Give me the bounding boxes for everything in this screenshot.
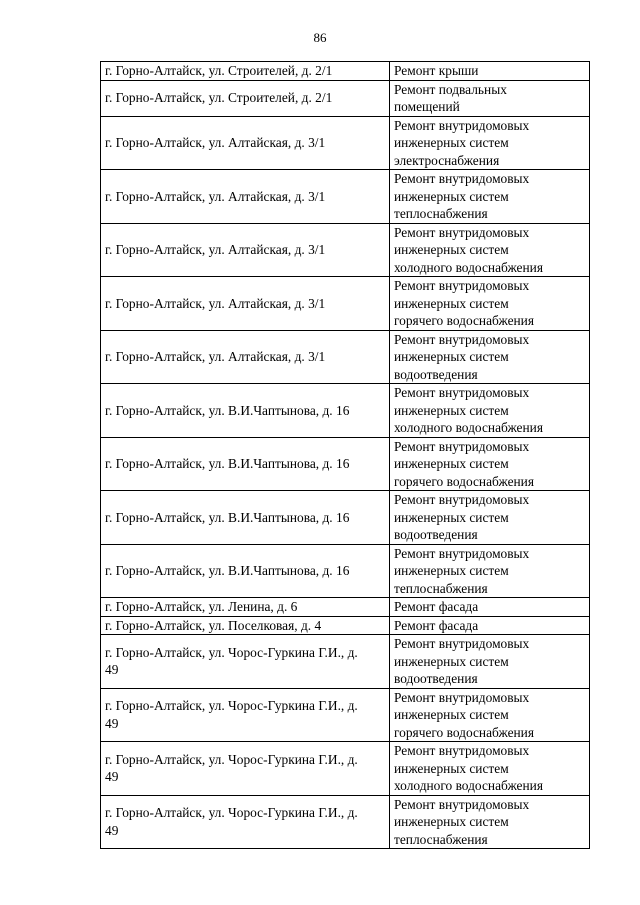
work-line: инженерных систем (394, 456, 509, 471)
work-line: Ремонт фасада (394, 617, 479, 633)
address-text: г. Горно-Алтайск, ул. Алтайская, д. 3/1 (105, 295, 326, 311)
address-cell (101, 544, 390, 598)
address-cell (101, 116, 390, 170)
table-row (101, 742, 590, 796)
work-cell (390, 223, 590, 277)
address-cell (101, 277, 390, 331)
work-cell (390, 598, 590, 617)
work-line: Ремонт внутридомовых (394, 796, 530, 812)
table-row (101, 223, 590, 277)
work-line: Ремонт подвальных (394, 81, 507, 97)
work-line: инженерных систем (394, 509, 509, 525)
work-line: электроснабжения (394, 152, 500, 168)
work-line: Ремонт внутридомовых (394, 438, 530, 454)
work-line: водоотведения (394, 366, 478, 382)
address-text: г. Горно-Алтайск, ул. Чорос-Гуркина Г.И., д. 49 (105, 644, 358, 678)
work-line: горячего водоснабжения (394, 313, 535, 328)
address-text: г. Горно-Алтайск, ул. Алтайская, д. 3/1 (105, 349, 326, 364)
address-text: г. Горно-Алтайск, ул. Алтайская, д. 3/1 (105, 242, 326, 257)
work-line: Ремонт внутридомовых (394, 171, 530, 186)
work-line: горячего водоснабжения (394, 473, 535, 489)
work-line: Ремонт крыши (394, 63, 479, 78)
work-line: водоотведения (394, 671, 478, 686)
work-line: теплоснабжения (394, 580, 488, 596)
address-text: г. Горно-Алтайск, ул. В.И.Чаптынова, д. 16 (105, 509, 350, 525)
work-line: холодного водоснабжения (394, 259, 543, 275)
work-cell (390, 170, 590, 224)
work-cell (390, 635, 590, 689)
work-line: инженерных систем (394, 814, 509, 829)
work-line: инженерных систем (394, 707, 509, 722)
work-line: теплоснабжения (394, 206, 488, 221)
work-line: инженерных систем (394, 349, 509, 364)
address-text: г. Горно-Алтайск, ул. Чорос-Гуркина Г.И., д. 49 (105, 698, 358, 731)
work-cell (390, 80, 590, 116)
table-row (101, 688, 590, 742)
address-cell (101, 170, 390, 224)
work-line: Ремонт внутридомовых (394, 743, 530, 758)
work-line: Ремонт фасада (394, 599, 479, 614)
work-line: Ремонт внутридомовых (394, 278, 530, 293)
work-cell (390, 616, 590, 635)
address-cell (101, 437, 390, 491)
address-text: г. Горно-Алтайск, ул. В.И.Чаптынова, д. 16 (105, 402, 350, 418)
address-cell (101, 616, 390, 635)
work-line: Ремонт внутридомовых (394, 545, 530, 561)
work-line: горячего водоснабжения (394, 724, 535, 740)
address-text: г. Горно-Алтайск, ул. Алтайская, д. 3/1 (105, 188, 326, 204)
table-row (101, 598, 590, 617)
work-line: Ремонт внутридомовых (394, 224, 530, 240)
work-line: инженерных систем (394, 242, 509, 257)
work-line: холодного водоснабжения (394, 420, 543, 435)
address-cell (101, 795, 390, 849)
address-text: г. Горно-Алтайск, ул. Строителей, д. 2/1 (105, 63, 333, 78)
work-cell (390, 277, 590, 331)
table-row (101, 635, 590, 689)
work-line: Ремонт внутридомовых (394, 331, 530, 347)
work-cell (390, 544, 590, 598)
address-cell (101, 688, 390, 742)
table-row (101, 277, 590, 331)
table-row (101, 384, 590, 438)
address-text: г. Горно-Алтайск, ул. Поселковая, д. 4 (105, 617, 322, 633)
work-cell (390, 688, 590, 742)
work-line: Ремонт внутридомовых (394, 636, 530, 651)
address-cell (101, 491, 390, 545)
address-text: г. Горно-Алтайск, ул. Алтайская, д. 3/1 (105, 135, 326, 150)
address-cell (101, 223, 390, 277)
address-text: г. Горно-Алтайск, ул. Чорос-Гуркина Г.И., д. 49 (105, 805, 358, 838)
address-text: г. Горно-Алтайск, ул. В.И.Чаптынова, д. 16 (105, 456, 350, 471)
work-line: холодного водоснабжения (394, 778, 543, 793)
table-row (101, 795, 590, 849)
table-row (101, 116, 590, 170)
table-row (101, 330, 590, 384)
table-row (101, 62, 590, 81)
address-cell (101, 80, 390, 116)
work-cell (390, 62, 590, 81)
page-number: 86 (313, 30, 327, 45)
work-cell (390, 116, 590, 170)
address-text: г. Горно-Алтайск, ул. Ленина, д. 6 (105, 599, 298, 614)
work-cell (390, 330, 590, 384)
table-row (101, 491, 590, 545)
work-cell (390, 742, 590, 796)
work-line: инженерных систем (394, 135, 509, 150)
work-line: Ремонт внутридомовых (394, 492, 530, 507)
table-row (101, 80, 590, 116)
work-cell (390, 437, 590, 491)
address-cell (101, 742, 390, 796)
address-cell (101, 330, 390, 384)
address-text: г. Горно-Алтайск, ул. Чорос-Гуркина Г.И., д. 49 (105, 751, 358, 785)
works-table (100, 61, 590, 849)
work-line: инженерных систем (394, 760, 509, 776)
address-text: г. Горно-Алтайск, ул. В.И.Чаптынова, д. 16 (105, 563, 350, 578)
work-line: Ремонт внутридомовых (394, 689, 530, 705)
address-cell (101, 62, 390, 81)
table-row (101, 437, 590, 491)
work-cell (390, 795, 590, 849)
work-line: инженерных систем (394, 563, 509, 578)
table-row (101, 170, 590, 224)
work-line: теплоснабжения (394, 831, 488, 847)
address-cell (101, 635, 390, 689)
work-line: инженерных систем (394, 653, 509, 669)
work-line: Ремонт внутридомовых (394, 117, 530, 133)
work-line: помещений (394, 99, 460, 114)
work-line: инженерных систем (394, 188, 509, 204)
work-line: водоотведения (394, 527, 478, 542)
work-line: инженерных систем (394, 402, 509, 418)
work-cell (390, 491, 590, 545)
work-cell (390, 384, 590, 438)
works-table-body (101, 62, 590, 849)
address-cell (101, 598, 390, 617)
table-row (101, 544, 590, 598)
address-cell (101, 384, 390, 438)
table-row (101, 616, 590, 635)
address-text: г. Горно-Алтайск, ул. Строителей, д. 2/1 (105, 90, 333, 106)
work-line: инженерных систем (394, 295, 509, 311)
work-line: Ремонт внутридомовых (394, 385, 530, 400)
